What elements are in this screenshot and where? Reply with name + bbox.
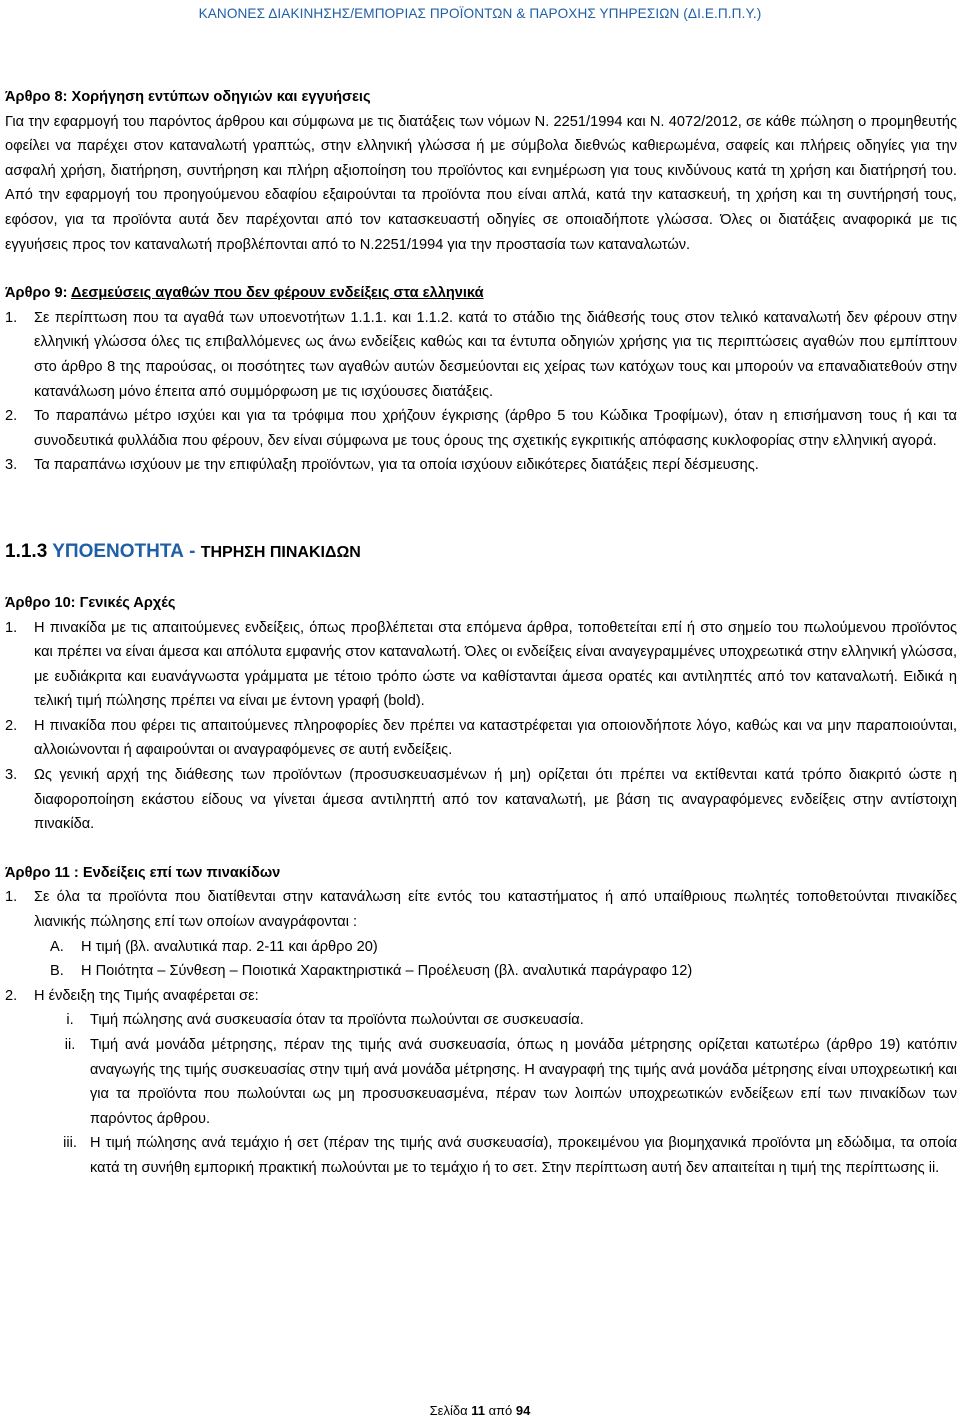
list-number: 1. bbox=[5, 889, 18, 906]
list-item bbox=[5, 616, 957, 714]
footer-middle: από bbox=[484, 1403, 516, 1418]
footer-page-number: 11 bbox=[471, 1403, 485, 1418]
roman-number: iii. bbox=[63, 1135, 77, 1152]
roman-list-item bbox=[5, 1033, 957, 1131]
list-item bbox=[5, 306, 957, 404]
list-letter: Α. bbox=[50, 938, 64, 955]
list-number: 3. bbox=[5, 767, 18, 784]
list-number: 2. bbox=[5, 408, 18, 425]
list-letter: Β. bbox=[50, 963, 64, 980]
footer-page-total: 94 bbox=[515, 1403, 531, 1418]
list-number: 3. bbox=[5, 457, 18, 474]
list-text: Η τιμή (βλ. αναλυτικά παρ. 2-11 και άρθρο 20) bbox=[81, 938, 378, 955]
list-text: Το παραπάνω μέτρο ισχύει και για τα τρόφιμα που χρήζουν έγκρισης (άρθρο 5 του Κώδικα Τροφίμων), όταν η επισήμανση τους ή και τα συνοδευτικά φυλλάδια που φέρουν, δεν είναι σύμφωνα με τους όρους της σχετικής εγκριτικής απόφασης κυκλοφορίας στην ελληνική αγορά. bbox=[34, 408, 957, 449]
list-text: Σε περίπτωση που τα αγαθά των υποενοτήτων 1.1.1. και 1.1.2. κατά το στάδιο της διάθεσής τους στον τελικό καταναλωτή δεν φέρουν στην ελληνική γλώσσα όλες τις επιβαλλόμενες ως άνω ενδείξεις καθώς και τα έντυπα οδηγιών χρήσης για τις περιπτώσεις αγαθών που εμπίπτουν στο άρθρο 8 της παρούσας, οι ποσότητες των αγαθών αυτών δεσμεύονται εις χείρας των κατόχων τους και μπορούν να επαναδιατεθούν στην κατανάλωση μόνο έπειτα από συμμόρφωση με τις ισχύουσες διατάξεις. bbox=[34, 309, 957, 400]
list-item bbox=[5, 984, 957, 1009]
list-number: 2. bbox=[5, 987, 18, 1004]
list-number: 1. bbox=[5, 619, 18, 636]
page-footer bbox=[0, 1403, 960, 1419]
article-9-title bbox=[5, 281, 957, 306]
list-text: Ως γενική αρχή της διάθεσης των προϊόντων (προσυσκευασμένων ή μη) ορίζεται ότι πρέπει να εκτίθενται κατά τρόπο διακριτό ώστε η διαφοροποίηση εκάστου είδους να γίνεται άμεσα αντιληπτή από τον καταναλωτή, με βάση τις αναγραφόμενες ενδείξεις στην αντίστοιχη πινακίδα. bbox=[34, 767, 957, 833]
sub-list-item bbox=[5, 959, 957, 984]
document-body bbox=[5, 85, 957, 1181]
article-8-body: Για την εφαρμογή του παρόντος άρθρου και σύμφωνα με τις διατάξεις των νόμων Ν. 2251/1994 και Ν. 4072/2012, σε κάθε πώληση ο προμηθευτής οφείλει να παρέχει στον καταναλωτή γραπτώς, στην ελληνική γλώσσα ή με σύμβολα διεθνώς καθιερωμένα, σαφείς και πλήρεις οδηγίες για την ασφαλή χρήση, διατήρηση, συντήρηση και πλήρη αξιοποίηση του προϊόντος και ενημέρωση για τους κινδύνους κατά τη χρήση και διατήρησή του. Από την εφαρμογή του προηγούμενου εδαφίου εξαιρούνται τα προϊόντα που είναι απλά, κατά την κατασκευή, τη χρήση και τη συντήρησή τους, εφόσον, για τα προϊόντα αυτά δεν παρέχονται από τον κατασκευαστή οδηγίες σε οποιαδήποτε γλώσσα. Όλες οι διατάξεις αναφορικά με τις εγγυήσεις προς τον καταναλωτή προβλέπονται από το Ν.2251/1994 για την προστασία των καταναλωτών. bbox=[5, 113, 957, 253]
section-dash: - bbox=[189, 540, 196, 562]
list-item bbox=[5, 404, 957, 453]
article-9-title-prefix: Άρθρο 9: bbox=[5, 285, 71, 302]
list-item bbox=[5, 885, 957, 934]
list-text: Η τιμή πώλησης ανά τεμάχιο ή σετ (πέραν της τιμής ανά συσκευασία), προκειμένου για βιομηχανικά προϊόντα μη εδώδιμα, τα οποία κατά τη συνήθη εμπορική πρακτική πωλούνται με το τεμάχιο ή το σετ. Στην περίπτωση αυτή δεν απαιτείται η τιμή της περίπτωσης ii. bbox=[90, 1135, 957, 1176]
list-text: Η πινακίδα που φέρει τις απαιτούμενες πληροφορίες δεν πρέπει να καταστρέφεται για οποιονδήποτε λόγο, καθώς και να μην παραποιούνται, αλλοιώνονται ή αφαιρούνται οι αναγραφόμενες σε αυτή ενδείξεις. bbox=[34, 717, 957, 759]
article-8-title: Άρθρο 8: Χορήγηση εντύπων οδηγιών και εγγυήσεις bbox=[5, 89, 371, 105]
list-text: Τιμή πώλησης ανά συσκευασία όταν τα προϊόντα πωλούνται σε συσκευασία. bbox=[90, 1012, 584, 1029]
list-item bbox=[5, 714, 957, 763]
page-header: ΚΑΝΟΝΕΣ ΔΙΑΚΙΝΗΣΗΣ/ΕΜΠΟΡΙΑΣ ΠΡΟΪΟΝΤΩΝ & ΠΑΡΟΧΗΣ ΥΠΗΡΕΣΙΩΝ (ΔΙ.Ε.Π.Π.Υ.) bbox=[198, 6, 762, 21]
list-item bbox=[5, 763, 957, 837]
list-item bbox=[5, 453, 957, 478]
list-text: Η ένδειξη της Τιμής αναφέρεται σε: bbox=[34, 987, 259, 1004]
article-11-title: Άρθρο 11 : Ενδείξεις επί των πινακίδων bbox=[5, 864, 281, 881]
list-text: Σε όλα τα προϊόντα που διατίθενται στην κατανάλωση είτε εντός του καταστήματος ή από υπαίθριους πωλητές τοποθετούνται πινακίδες λιανικής πώλησης επί των οποίων αναγράφονται : bbox=[34, 889, 957, 931]
roman-number: ii. bbox=[64, 1037, 76, 1053]
section-number: 1.1.3 bbox=[5, 540, 48, 562]
section-heading bbox=[5, 538, 957, 567]
list-text: Τα παραπάνω ισχύουν με την επιφύλαξη προϊόντων, για τα οποία ισχύουν ειδικότερες διατάξεις περί δέσμευσης. bbox=[34, 457, 759, 474]
section-title: ΤΗΡΗΣΗ ΠΙΝΑΚΙΔΩΝ bbox=[200, 543, 361, 561]
list-text: Τιμή ανά μονάδα μέτρησης, πέραν της τιμής ανά συσκευασία, όπως η μονάδα μέτρησης ορίζεται κατωτέρω (άρθρο 19) κατόπιν αναγωγής της τιμής συσκευασίας στην τιμή ανά μονάδα μέτρησης. Η αναγραφή της τιμής ανά μονάδα μέτρησης είναι υποχρεωτική και για τα προϊόντα που πωλούνται ως μη προσυσκευασμένα, πέραν των λοιπών υποχρεωτικών ενδείξεων επί των πινακίδων των παρόντος άρθρου. bbox=[90, 1037, 957, 1127]
list-text: Η Ποιότητα – Σύνθεση – Ποιοτικά Χαρακτηριστικά – Προέλευση (βλ. αναλυτικά παράγραφο 12) bbox=[81, 963, 693, 980]
list-text: Η πινακίδα με τις απαιτούμενες ενδείξεις, όπως προβλέπεται στα επόμενα άρθρα, τοποθετείται επί ή στο σημείο του πωλούμενου προϊόντος και πρέπει να είναι άμεσα και απόλυτα εμφανής στον καταναλωτή. Όλες οι ενδείξεις είναι αναγεγραμμένες υποχρεωτικά στην ελληνική γλώσσα, με ευδιάκριτα και ευανάγνωστα γράμματα με τέτοιο τρόπο ώστε να καθίστανται άμεσα ορατές και αντιληπτές από τον καταναλωτή. Ειδικά η τελική τιμή πώλησης πρέπει να είναι με έντονη γραφή (bold). bbox=[34, 619, 957, 710]
footer-prefix: Σελίδα bbox=[429, 1403, 472, 1418]
roman-number: i. bbox=[66, 1012, 74, 1029]
roman-list-item bbox=[5, 1131, 957, 1180]
list-number: 1. bbox=[5, 309, 18, 326]
article-10-title: Άρθρο 10: Γενικές Αρχές bbox=[5, 594, 176, 611]
list-number: 2. bbox=[5, 717, 18, 734]
roman-list-item bbox=[5, 1008, 957, 1033]
sub-list-item bbox=[5, 935, 957, 960]
section-label: ΥΠΟΕΝΟΤΗΤΑ bbox=[52, 540, 184, 562]
article-9-title-underlined: Δεσμεύσεις αγαθών που δεν φέρουν ενδείξεις στα ελληνικά bbox=[70, 285, 484, 302]
